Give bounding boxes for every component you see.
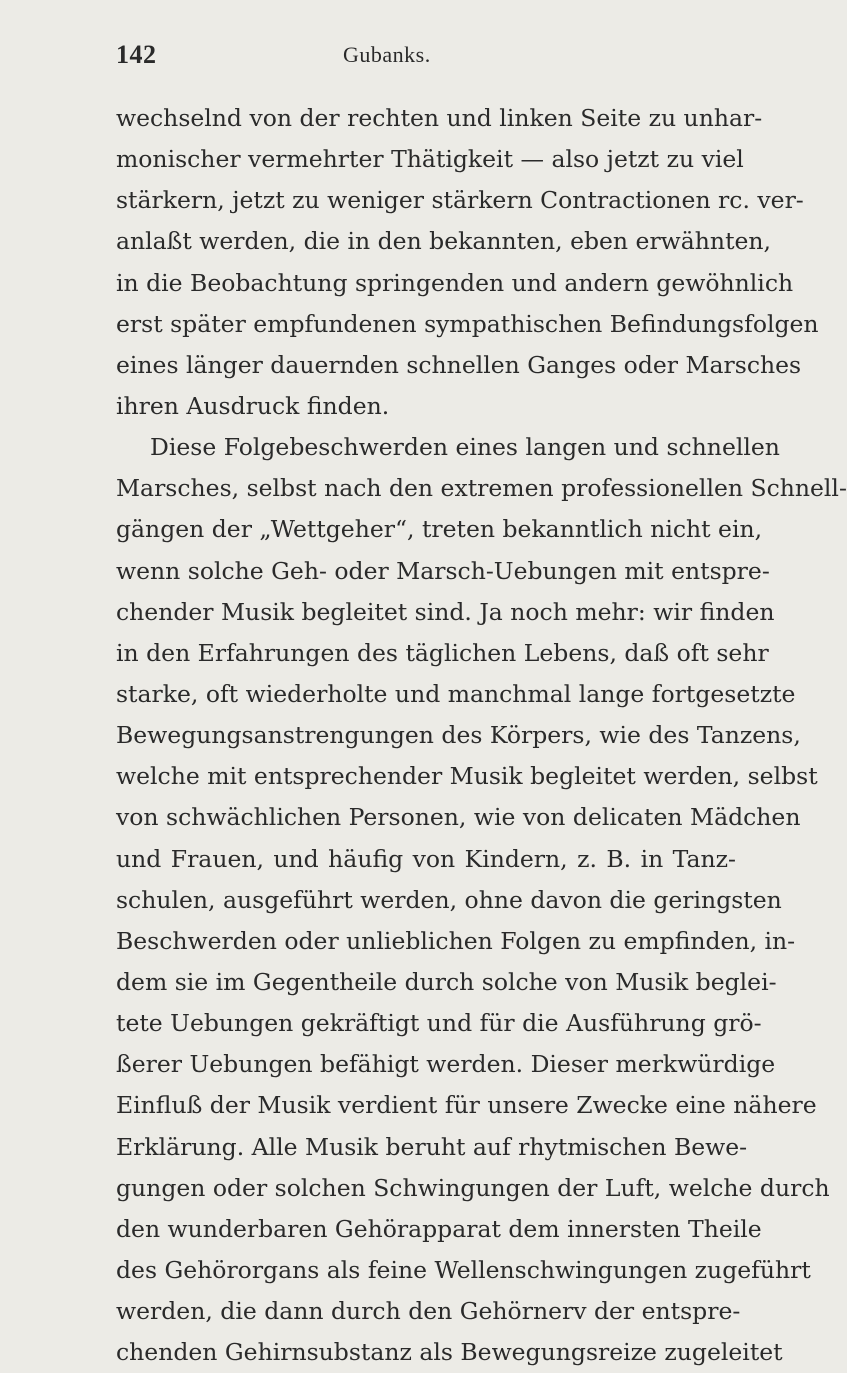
text-line: Bewegungsanstrengungen des Körpers, wie des Tanzens,: [116, 721, 801, 750]
text-line: in den Erfahrungen des täglichen Lebens, daß oft sehr: [116, 638, 769, 667]
text-line: in die Beobachtung springenden und andern gewöhnlich: [116, 268, 794, 297]
text-line: den wunderbaren Gehörapparat dem innersten Theile: [116, 1214, 762, 1243]
text-line: werden, die dann durch den Gehörnerv der entspre-: [116, 1297, 741, 1326]
body-text: [116, 98, 847, 1373]
text-line: anlaßt werden, die in den bekannten, eben erwähnten,: [116, 227, 772, 256]
paragraph-2: [116, 427, 847, 1373]
text-line: schulen, ausgeführt werden, ohne davon die geringsten: [116, 885, 782, 914]
page-header: [116, 40, 736, 80]
text-line: Beschwerden oder unlieblichen Folgen zu empfinden, in-: [116, 926, 796, 955]
text-line: starke, oft wiederholte und manchmal lange fortgesetzte: [116, 679, 796, 708]
text-line: stärkern, jetzt zu weniger stärkern Contractionen rc. ver-: [116, 186, 804, 215]
text-line: wenn solche Geh- oder Marsch-Uebungen mit entspre-: [116, 556, 770, 585]
text-line: des Gehörorgans als feine Wellenschwingungen zugeführt: [116, 1255, 811, 1284]
text-line: tete Uebungen gekräftigt und für die Ausführung grö-: [116, 1009, 762, 1038]
paragraph-1: [116, 98, 819, 427]
running-head: Gubanks.: [343, 42, 431, 67]
text-line: chender Musik begleitet sind. Ja noch mehr: wir finden: [116, 597, 775, 626]
text-line: ßerer Uebungen befähigt werden. Dieser merkwürdige: [116, 1050, 776, 1079]
text-line: von schwächlichen Personen, wie von delicaten Mädchen: [116, 803, 801, 832]
text-line: eines länger dauernden schnellen Ganges oder Marsches: [116, 350, 802, 379]
text-line: monischer vermehrter Thätigkeit — also jetzt zu viel: [116, 145, 744, 174]
text-line: Einfluß der Musik verdient für unsere Zwecke eine nähere: [116, 1091, 817, 1120]
text-line: Marsches, selbst nach den extremen professionellen Schnell-: [116, 474, 847, 503]
page-number: 142: [116, 40, 157, 69]
text-line: Erklärung. Alle Musik beruht auf rhytmischen Bewe-: [116, 1132, 748, 1161]
text-line: chenden Gehirnsubstanz als Bewegungsreize zugeleitet: [116, 1338, 783, 1367]
text-line: wechselnd von der rechten und linken Seite zu unhar-: [116, 104, 763, 132]
text-line: dem sie im Gegentheile durch solche von Musik beglei-: [116, 967, 777, 996]
text-line: welche mit entsprechender Musik begleitet werden, selbst: [116, 762, 818, 791]
text-line: und Frauen, und häufig von Kindern, z. B. in Tanz-: [116, 844, 736, 873]
text-line: Diese Folgebeschwerden eines langen und schnellen: [150, 433, 780, 462]
text-line: gängen der „Wettgeher“, treten bekanntlich nicht ein,: [116, 515, 763, 544]
text-line: ihren Ausdruck finden.: [116, 391, 390, 420]
text-line: gungen oder solchen Schwingungen der Luft, welche durch: [116, 1173, 830, 1202]
text-line: erst später empfundenen sympathischen Befindungsfolgen: [116, 309, 819, 338]
